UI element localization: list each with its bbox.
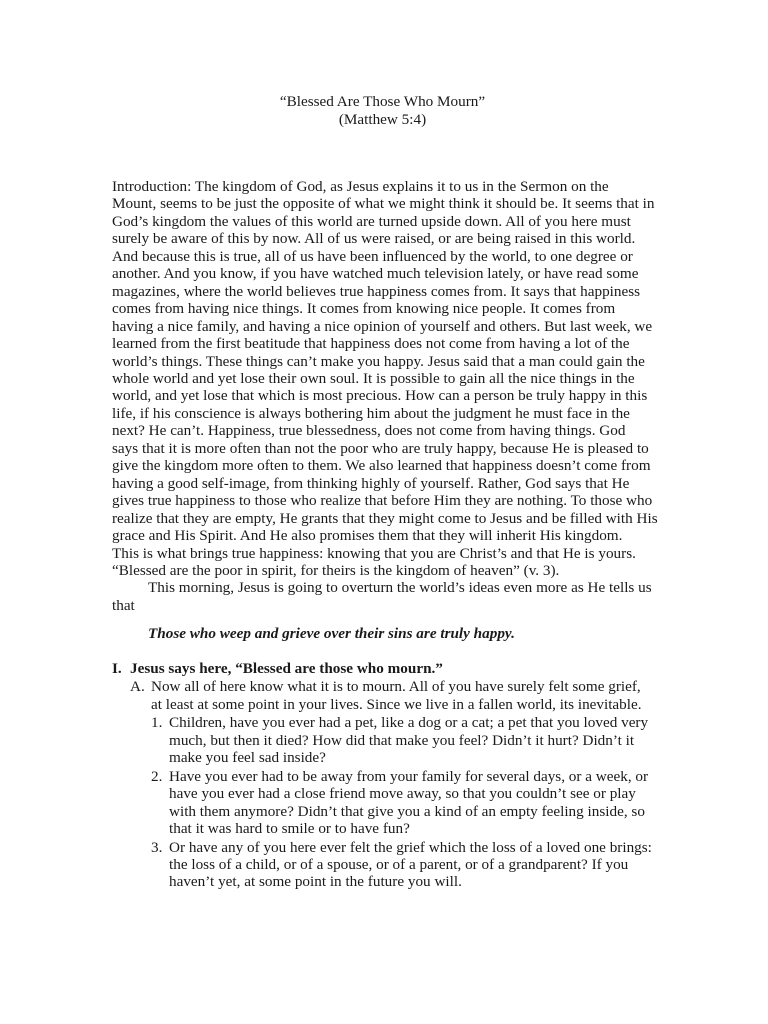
point-a-line: Now all of here know what it is to mourn. All of you have surely felt some grief, <box>151 678 641 696</box>
transition-paragraph <box>112 579 660 614</box>
numbered-items <box>112 714 672 891</box>
intro-line: This is what brings true happiness: knowing that you are Christ’s and that He is yours. <box>112 544 636 562</box>
intro-line: learned from the first beatitude that happiness does not come from having a lot of the <box>112 335 630 353</box>
list-item-number: 1. <box>151 714 163 732</box>
list-item-line: Have you ever had to be away from your family for several days, or a week, or <box>169 767 649 785</box>
list-item-line: Or have any of you here ever felt the grief which the loss of a loved one brings: <box>169 838 652 856</box>
intro-line: says that it is more often than not the poor who are truly happy, because He is pleased to <box>112 439 649 457</box>
section-heading <box>112 660 672 677</box>
list-item-line: with them anymore? Didn’t that give you a kind of an empty feeling inside, so <box>169 802 645 820</box>
list-item-number: 3. <box>151 838 163 856</box>
list-item <box>151 839 672 891</box>
transition-line: that <box>112 596 135 614</box>
intro-line: whole world and yet lose their own soul. It is possible to gain all the nice things in the <box>112 369 635 387</box>
section-number: I. <box>112 660 122 677</box>
list-item-line: haven’t yet, at some point in the future you will. <box>169 873 462 891</box>
intro-line: world’s things. These things can’t make you happy. Jesus said that a man could gain the <box>112 352 645 370</box>
intro-line: realize that they are empty, He grants that they might come to Jesus and be filled with His <box>112 509 658 527</box>
list-item-line: make you feel sad inside? <box>169 749 326 767</box>
point-a-line: at least at some point in your lives. Since we live in a fallen world, its inevitable. <box>151 695 642 713</box>
intro-line: surely be aware of this by now. All of us were raised, or are being raised in this world. <box>112 230 636 248</box>
thesis-statement: Those who weep and grieve over their sins are truly happy. <box>148 625 515 642</box>
point-a-text <box>151 678 642 713</box>
list-item-line: that it was hard to smile or to have fun? <box>169 820 410 838</box>
introduction-paragraph <box>112 178 660 614</box>
scripture-reference: (Matthew 5:4) <box>338 110 427 128</box>
list-item-text <box>169 768 648 838</box>
point-a-label: A. <box>130 678 145 696</box>
intro-line: magazines, where the world believes true happiness comes from. It says that happiness <box>112 282 641 300</box>
intro-line: And because this is true, all of us have been influenced by the world, to one degree or <box>112 247 633 265</box>
intro-line: having a nice family, and having a nice opinion of yourself and others. But last week, we <box>112 317 653 335</box>
introduction-lines <box>112 178 660 579</box>
list-item-line: have you ever had a close friend move away, so that you couldn’t see or play <box>169 785 636 803</box>
intro-line: world, and yet lose that which is most precious. How can a person be truly happy in this <box>112 387 648 405</box>
intro-line: give the kingdom more often to them. We also learned that happiness doesn’t come from <box>112 457 651 475</box>
sermon-title: “Blessed Are Those Who Mourn” <box>279 93 486 110</box>
list-item-text <box>169 714 648 766</box>
list-item <box>151 768 672 838</box>
list-item-number: 2. <box>151 767 163 785</box>
intro-line: life, if his conscience is always bothering him about the judgment he must face in the <box>112 404 630 422</box>
intro-line: God’s kingdom the values of this world are turned upside down. All of you here must <box>112 212 631 230</box>
section-heading-text: Jesus says here, “Blessed are those who mourn.” <box>130 660 443 677</box>
intro-line: Mount, seems to be just the opposite of what we might think it should be. It seems that in <box>112 195 655 213</box>
list-item-text <box>169 839 652 891</box>
intro-line: grace and His Spirit. And He also promises them that they will inherit His kingdom. <box>112 527 623 545</box>
list-item <box>151 714 672 766</box>
list-item-line: the loss of a child, or of a spouse, or of a parent, or of a grandparent? If you <box>169 855 629 873</box>
intro-line: having a good self-image, from thinking highly of yourself. Rather, God says that He <box>112 474 630 492</box>
intro-line: another. And you know, if you have watched much television lately, or have read some <box>112 265 639 283</box>
transition-line: This morning, Jesus is going to overturn the world’s ideas even more as He tells us <box>148 579 652 597</box>
intro-line: “Blessed are the poor in spirit, for theirs is the kingdom of heaven” (v. 3). <box>112 561 560 579</box>
sermon-outline <box>112 660 672 891</box>
point-a <box>130 678 672 713</box>
list-item-line: much, but then it died? How did that make you feel? Didn’t it hurt? Didn’t it <box>169 731 635 749</box>
intro-line: gives true happiness to those who realize that before Him they are nothing. To those who <box>112 492 653 510</box>
intro-line: Introduction: The kingdom of God, as Jesus explains it to us in the Sermon on the <box>112 178 609 195</box>
intro-line: next? He can’t. Happiness, true blessedness, does not come from having things. God <box>112 422 626 440</box>
title-block <box>0 93 768 128</box>
list-item-line: Children, have you ever had a pet, like a dog or a cat; a pet that you loved very <box>169 714 649 732</box>
intro-line: comes from having nice things. It comes from knowing nice people. It comes from <box>112 300 616 318</box>
